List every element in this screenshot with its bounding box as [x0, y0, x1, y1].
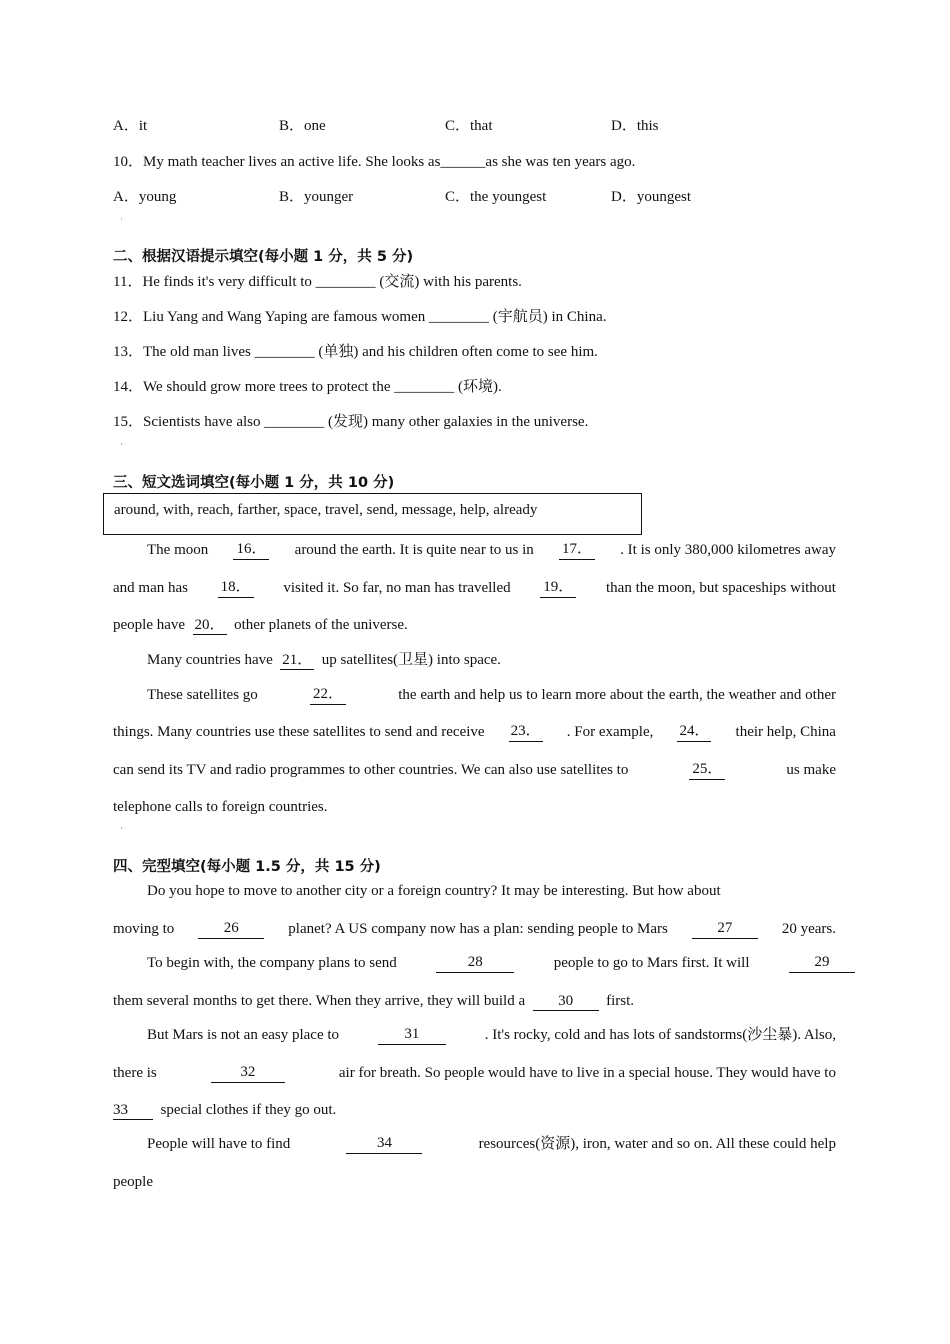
q9-option-d: D．this — [611, 118, 659, 134]
q10-option-c: C．the youngest — [445, 189, 547, 205]
blank-25: 25． — [689, 760, 725, 780]
s4-p2-line2 — [113, 991, 634, 1011]
blank-27: 27 — [692, 919, 758, 939]
s4-p2-line1 — [147, 953, 855, 973]
s3-p1-line2 — [113, 578, 836, 598]
text: moving to — [113, 921, 175, 937]
word-bank-box — [103, 493, 642, 535]
text: To begin with, the company plans to send — [147, 955, 397, 971]
blank-18: 18． — [218, 578, 254, 598]
q10-option-b: B．younger — [279, 189, 354, 205]
s4-p1-line1 — [147, 881, 836, 901]
text: But Mars is not an easy place to — [147, 1027, 340, 1043]
q10-text-post: as she was ten years ago. — [485, 154, 636, 170]
s4-p3-line1 — [147, 1025, 836, 1045]
blank-21: 21． — [282, 652, 313, 668]
text: them several months to get there. When they arrive, they will build a — [113, 993, 526, 1009]
text: around the earth. It is quite near to us in — [294, 542, 534, 558]
text: than the moon, but spaceships without — [606, 580, 836, 596]
q10-text-pre: 10．My math teacher lives an active life. She looks as — [113, 154, 441, 170]
text: special clothes if they go out. — [160, 1102, 337, 1118]
q10-blank: ______ — [440, 154, 486, 170]
blank-24: 24． — [677, 722, 711, 742]
text: their help, China — [735, 724, 836, 740]
text: . For example, — [566, 724, 654, 740]
text: 20 years. — [781, 921, 836, 937]
text: The moon — [147, 542, 209, 558]
blank-33: 33 — [113, 1101, 153, 1120]
text: there is — [113, 1065, 157, 1081]
blank-28: 28 — [436, 953, 514, 973]
text: people have — [113, 617, 186, 633]
text: can send its TV and radio programmes to other countries. We can also use satellites to — [113, 762, 629, 778]
paragraph-mark: · — [120, 823, 123, 833]
text: and man has — [113, 580, 188, 596]
text: other planets of the universe. — [234, 617, 408, 633]
text: first. — [606, 993, 635, 1009]
q14: 14．We should grow more trees to protect the ________ (环境). — [113, 379, 502, 395]
q9-option-b: B．one — [279, 118, 326, 134]
paragraph-mark: · — [120, 214, 123, 224]
s3-p3-line3 — [113, 760, 836, 780]
s4-p3-line3 — [113, 1100, 336, 1120]
q9-option-a: A．it — [113, 118, 148, 134]
text: air for breath. So people would have to live in a special house. They would have to — [338, 1065, 836, 1081]
text: planet? A US company now has a plan: sending people to Mars — [288, 921, 668, 937]
blank-26: 26 — [198, 919, 264, 939]
section4-heading: 四、完型填空(每小题 1.5 分，共 15 分) — [113, 859, 381, 875]
text: People will have to find — [147, 1136, 291, 1152]
blank-16: 16． — [233, 540, 269, 560]
s3-p3-line1 — [147, 685, 836, 705]
s4-p4-line2: people — [113, 1174, 153, 1190]
blank-34: 34 — [346, 1134, 422, 1154]
word-bank: around, with, reach, farther, space, travel, send, message, help, already — [114, 502, 538, 518]
s4-p1-line2 — [113, 919, 836, 939]
text: . It is only 380,000 kilometres away — [620, 542, 836, 558]
s3-p1-line3 — [113, 615, 408, 635]
blank-32: 32 — [211, 1063, 285, 1083]
q15: 15．Scientists have also ________ (发现) many other galaxies in the universe. — [113, 414, 589, 430]
q9-option-c: C．that — [445, 118, 493, 134]
q11: 11．He finds it's very difficult to ________ (交流) with his parents. — [113, 274, 522, 290]
s3-p3-line4: telephone calls to foreign countries. — [113, 799, 328, 815]
s4-p4-line1 — [147, 1134, 836, 1154]
q10-question — [113, 152, 635, 172]
blank-20: 20． — [194, 617, 225, 633]
blank-31: 31 — [378, 1025, 446, 1045]
q10-option-a: A．young — [113, 189, 177, 205]
s3-p3-line2 — [113, 722, 836, 742]
q10-option-d: D．youngest — [611, 189, 691, 205]
blank-30: 30 — [533, 992, 599, 1011]
text: us make — [786, 762, 836, 778]
text: up satellites(卫星) into space. — [321, 652, 501, 668]
text: things. Many countries use these satellites to send and receive — [113, 724, 485, 740]
paragraph-mark: · — [120, 439, 123, 449]
blank-19: 19． — [540, 578, 576, 598]
q12: 12．Liu Yang and Wang Yaping are famous women ________ (宇航员) in China. — [113, 309, 607, 325]
blank-22: 22． — [310, 685, 346, 705]
section2-heading: 二、根据汉语提示填空(每小题 1 分，共 5 分) — [113, 249, 414, 265]
section3-heading: 三、短文选词填空(每小题 1 分，共 10 分) — [113, 475, 395, 491]
text: visited it. So far, no man has travelled — [283, 580, 511, 596]
blank-23: 23． — [509, 722, 543, 742]
text: These satellites go — [147, 687, 258, 703]
q13: 13．The old man lives ________ (单独) and his children often come to see him. — [113, 344, 598, 360]
s3-p2 — [147, 650, 501, 670]
text: Do you hope to move to another city or a foreign country? It may be interesting. But how about — [147, 883, 721, 899]
text: the earth and help us to learn more about the earth, the weather and other — [398, 687, 836, 703]
text: . It's rocky, cold and has lots of sandstorms(沙尘暴). Also, — [484, 1027, 836, 1043]
blank-17: 17． — [559, 540, 595, 560]
s3-p1-line1 — [147, 540, 836, 560]
s4-p3-line2 — [113, 1063, 836, 1083]
text: people to go to Mars first. It will — [553, 955, 750, 971]
text: Many countries have — [147, 652, 273, 668]
blank-29: 29 — [789, 953, 855, 973]
text: resources(资源), iron, water and so on. All these could help — [478, 1136, 836, 1152]
